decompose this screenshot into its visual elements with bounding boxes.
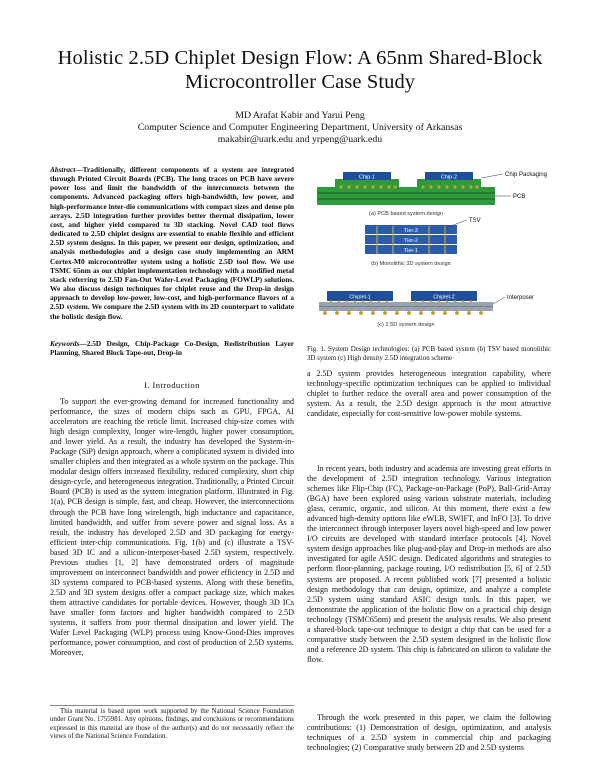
tsv-label: TSV xyxy=(469,218,481,224)
tier-3-label: Tier-3 xyxy=(404,227,418,234)
footnote: This material is based upon work supported by the National Science Foundation under Grant No. 1755981. Any opinions, findings, and conclusions or recommendations expressed in this material are those of the author(s) and do not necessarily reflect the views of the National Science Foundation. xyxy=(50,705,294,742)
keywords-text: —2.5D Design, Chip-Package Co-Design, Redistribution Layer Planning, Shared Block Tape-out, Drop-in xyxy=(50,339,294,358)
chiplet-1-label: Chiplet-1 xyxy=(349,294,371,301)
authors: MD Arafat Kabir and Yarui Peng xyxy=(235,110,365,121)
right-paragraph-2: In recent years, both industry and academia are investing great efforts in the development of 2.5D integration technology. Various integration schemes like Flip-Chip (FC), Package-on-Package (PoP), Ball-Grid-Array (BGA) have been explored using various substrate materials, including glass, ceramic, organic, and silicon. At this moment, there exist a few advanced high-density options like eWLB, SWIFT, and InFO [3]. To drive the interconnect through interposer layers novel high-speed and low power I/O circuits are developed with standard interface protocols [4]. Novel system design approaches like plug-and-play and Drop-in methods are also investigated for agile ASIC design. Dedicated algorithms and strategies to perform floor-planning, package routing, I/O redistribution [5, 6] of 2.5D systems are proposed. A recent published work [7] presented a holistic design methodology that can design, optimize, and analyze a complete 2.5D system using standard ASIC design tools. In this paper, we demonstrate the application of the holistic flow on a practical chip design technology (TSMC65nm) and present the analysis results. We also present a shared-block tape-out technique to design a chip that can be used for a comparative study between the 2.5D system designed in the holistic flow and a reference 2D system. This chip is fabricated on silicon to validate the flow. xyxy=(307,464,551,664)
abstract-text: —Traditionally, different components of a system are integrated through Printed Circuit Boards (PCB). The long traces on PCB have severe power loss and limit the bandwidth of the interconnects between the components. Advanced packaging offers high-bandwidth, low power, and high-performance inter-die communications with compact sizes and dense pin arrays. 2.5D integration further provides better thermal dissipation, lower cost, and higher yield compared to 3D stacking. Novel CAD tool flows dedicated to 2.5D chiplet designs are essential to enable flexible and efficient 2.5D system designs. In this paper, we present our design, optimization, and analysis methodologies and a design case study implementing an ARM Cortex-M0 microcontroller system using a holistic 2.5D tool flow. We use TSMC 65nm as our chiplet implementation technology with a modified metal stack referring to 2.5D Fan-Out Wafer-Level Packaging (FOWLP) solutions. We also discuss design techniques for chiplet reuse and the Drop-in design approach to develop low-power, low-cost, and high-performance flavors of a 2.5D system. We compare the 2.5D system with its 2D counterpart to validate the holistic design flow. xyxy=(50,165,294,321)
pcb-board xyxy=(317,187,495,205)
figure-sub-b: (b) Monolithic 3D system design xyxy=(371,261,451,267)
section-heading: I. Introduction xyxy=(144,380,200,390)
intro-paragraph: To support the ever-growing demand for increased functionality and performance, the sizes of modern chips such as GPU, FPGA, AI accelerators are reaching the reticle limit. Increased chip-size comes with high design complexity, longer wire-length, higher power consumption, and lower yield. As a result, the industry has developed the System-in-Package (SiP) design approach, where a complicated system is divided into smaller chiplets and then integrated as a whole system on the package. This modular design offers increased flexibility, reduced complexity, short chip design-cycle, and heterogeneous integration. Traditionally, a Printed Circuit Board (PCB) is used as the system integration platform. Illustrated in Fig. 1(a), PCB design is simple, fast, and cheap. However, the interconnections through the PCB have long wirelength, high inductance and capacitance, limited bandwidth, and suffer from severe power and signal loss. As a result, the industry has developed 2.5D and 3D packaging for energy-efficient inter-chip communications. Fig. 1(b) and (c) illustrate a TSV-based 3D IC and a silicon-interposer-based 2.5D system, respectively. Previous studies [1, 2] have demonstrated orders of magnitude improvement on interconnect bandwidth and power efficiency in 2.5D and 3D systems compared to PCB-based systems. Along with these benefits, 2.5D and 3D system designs offer a compact package size, which makes them attractive candidates for portable devices. However, though 3D ICs have smaller form factors and higher bandwidth compared to 2.5D systems, it suffers from poor thermal dissipation and lower yield. The Wafer Level Packaging (WLP) process using Know-Good-Dies improves performance, power consumption, and cost of production of 2.5D systems. Moreover, xyxy=(50,397,294,658)
abstract-label: Abstract xyxy=(50,165,76,174)
chiplet-2-label: Chiplet-2 xyxy=(433,294,455,301)
tier-1-label: Tier-1 xyxy=(404,247,418,254)
affiliation: Computer Science and Computer Engineering Department, University of Arkansas xyxy=(137,122,463,133)
right-paragraph-1: a 2.5D system provides heterogeneous integration capability, where technology-specific optimization techniques can be applied to individual chiplet to further reduce the overall area and power consumption of the system. As a result, the 2.5D design approach is the most attractive candidate, especially for cost-sensitive low-power mobile systems. xyxy=(307,369,551,419)
chip-2-label: Chip-2 xyxy=(440,174,458,181)
abstract xyxy=(50,165,294,321)
figure-caption: Fig. 1. System Design technologies: (a) PCB based system (b) TSV based monolithic 3D system (c) High density 2.5D integration scheme xyxy=(307,346,551,362)
keywords xyxy=(50,339,294,357)
chip-1-label: Chip-1 xyxy=(358,174,376,181)
right-paragraph-3: Through the work presented in this paper, we claim the following contributions: (1) Demonstration of design, optimization, and analysis techniques of a 2.5D system in commercial chip and packaging technologies; (2) Comparative study between 2D and 2.5D systems xyxy=(307,713,551,753)
paper-title: Holistic 2.5D Chiplet Design Flow: A 65nm Shared-Block Microcontroller Case Study xyxy=(57,47,543,93)
figure-sub-c: (c) 2.5D system design xyxy=(377,322,435,328)
figure-panel-b xyxy=(365,218,481,267)
emails: makabir@uark.edu and yrpeng@uark.edu xyxy=(217,134,383,145)
tier-2-label: Tier-2 xyxy=(404,237,418,244)
figure-panel-a xyxy=(317,172,547,217)
pcb-label: PCB xyxy=(513,194,526,200)
figure-panel-c xyxy=(319,291,534,328)
keywords-label: Keywords xyxy=(50,339,80,348)
interposer-label: Interposer xyxy=(507,295,535,301)
figure-sub-a: (a) PCB based system design xyxy=(369,211,443,217)
figure-1 xyxy=(307,160,557,340)
chip-packaging-label: Chip Packaging xyxy=(505,172,548,178)
